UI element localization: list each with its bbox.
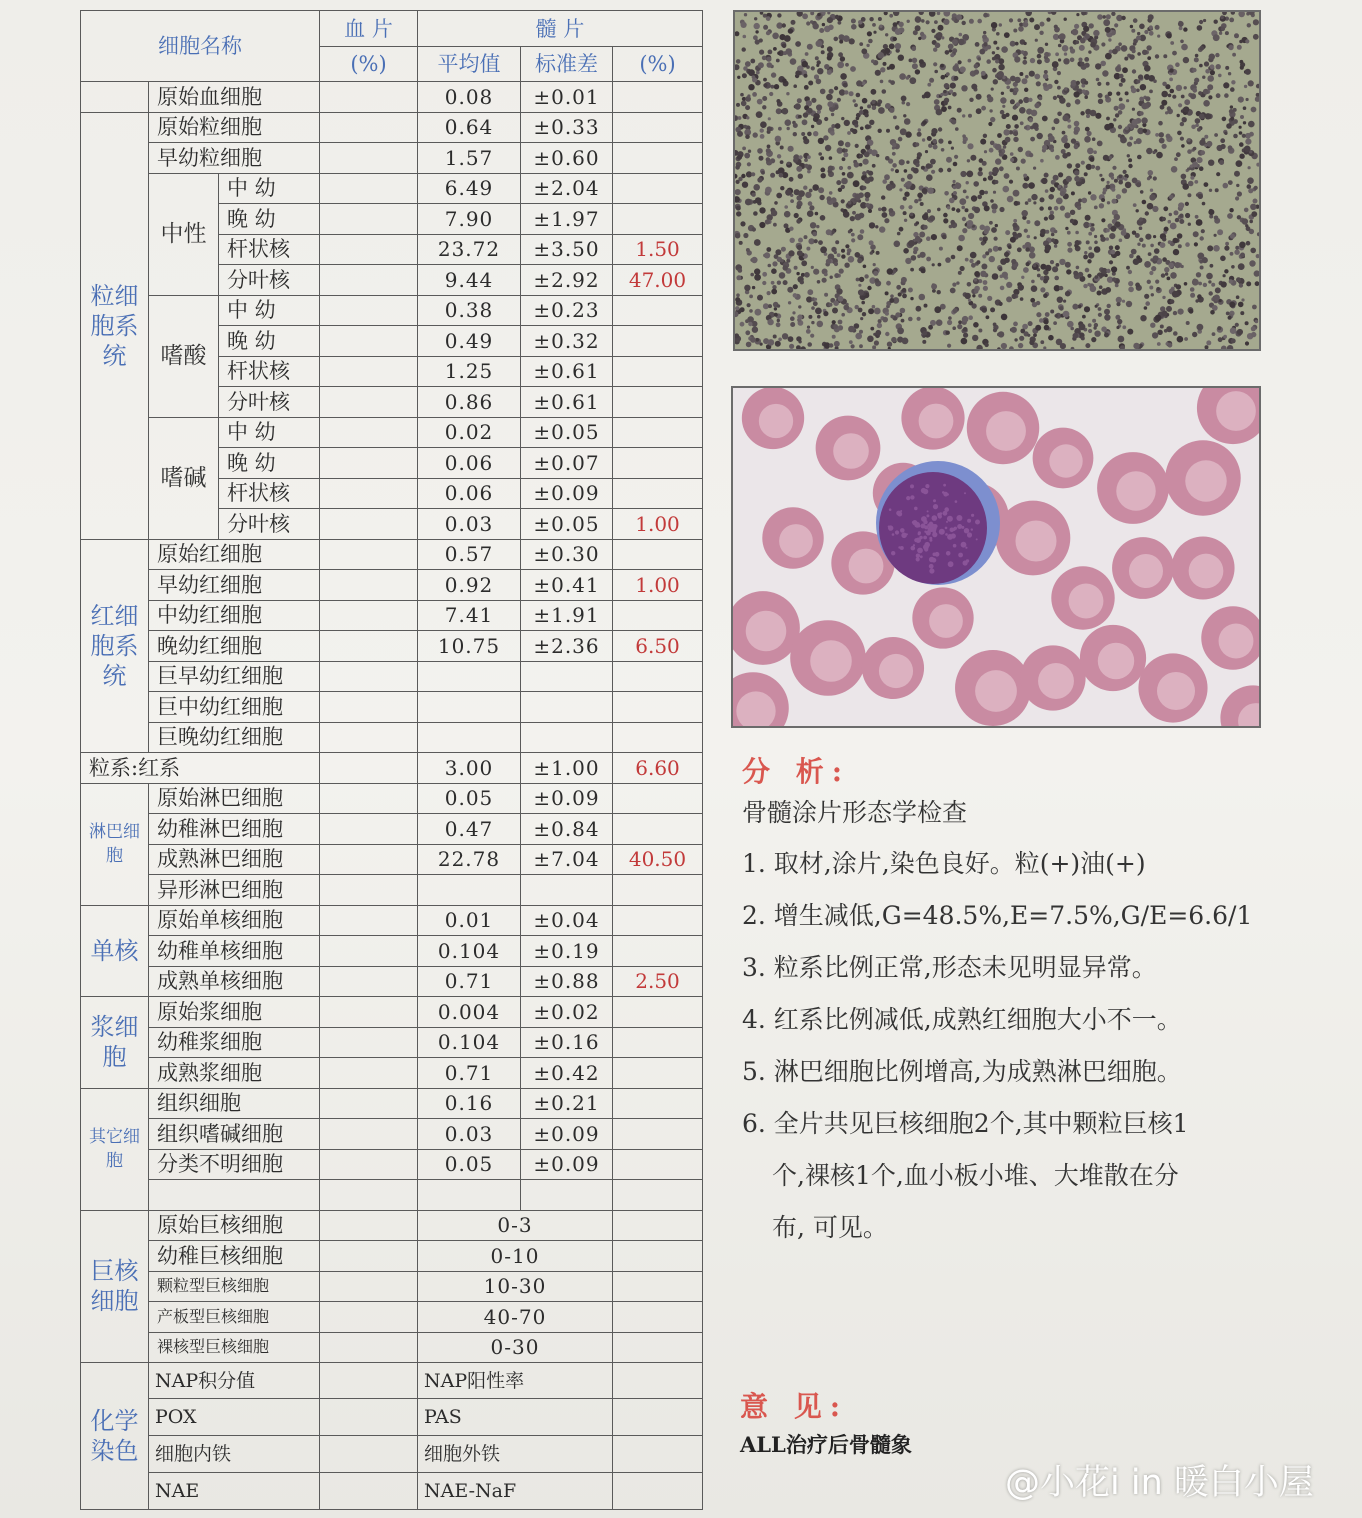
row-mean: 9.44: [418, 265, 521, 296]
row-name: 分叶核: [219, 387, 320, 418]
row-sd: ±1.97: [521, 204, 613, 235]
row-sd: ±0.01: [521, 82, 613, 113]
row-name: 原始单核细胞: [149, 905, 320, 936]
row-mean: 0.71: [418, 1058, 521, 1089]
row-marrow-pct: [613, 1210, 703, 1241]
row-mean: [418, 661, 521, 692]
row-marrow-pct: 6.60: [613, 753, 703, 784]
row-blood-pct: [320, 844, 418, 875]
analysis-subtitle: 骨髓涂片形态学检查: [742, 798, 968, 827]
row-mean: 0.08: [418, 82, 521, 113]
row-blood-pct: [320, 326, 418, 357]
row-name: 原始粒细胞: [149, 112, 320, 143]
chem-label: NAE-NaF: [418, 1473, 613, 1510]
row-mean: 0.57: [418, 539, 521, 570]
chem-value: [320, 1399, 418, 1436]
mega-row-range: 10-30: [418, 1271, 613, 1302]
analysis-item: 4. 红系比例减低,成熟红细胞大小不一。: [742, 1005, 1182, 1034]
row-sd: ±0.05: [521, 509, 613, 540]
chem-value: [613, 1399, 703, 1436]
chem-value: [320, 1363, 418, 1399]
row-mean: 6.49: [418, 173, 521, 204]
row-marrow-pct: 1.50: [613, 234, 703, 265]
chem-value: [320, 1473, 418, 1510]
row-blood-pct: [320, 1119, 418, 1150]
row-name: 晚 幼: [219, 326, 320, 357]
row-mean: [418, 722, 521, 753]
row-name: 杆状核: [219, 478, 320, 509]
row-blood-pct: [320, 1058, 418, 1089]
row-name: 分叶核: [219, 509, 320, 540]
subgroup-baso: 嗜碱: [149, 417, 219, 539]
section-other: 其它细胞: [81, 1088, 149, 1210]
row-marrow-pct: [613, 1088, 703, 1119]
row-name: 成熟淋巴细胞: [149, 844, 320, 875]
row-mean: 22.78: [418, 844, 521, 875]
row-blood-pct: [320, 600, 418, 631]
row-mean: 0.64: [418, 112, 521, 143]
chem-value: [320, 1436, 418, 1473]
row-mean: 0.71: [418, 966, 521, 997]
row-mean: 1.57: [418, 143, 521, 174]
row-blood-pct: [320, 356, 418, 387]
chem-label: NAP阳性率: [418, 1363, 613, 1399]
chem-label: 细胞内铁: [149, 1436, 320, 1473]
row-marrow-pct: [613, 722, 703, 753]
chem-label: 细胞外铁: [418, 1436, 613, 1473]
row-blood-pct: [320, 814, 418, 845]
row-name: 原始浆细胞: [149, 997, 320, 1028]
row-sd: [521, 875, 613, 906]
row-blood-pct: [320, 661, 418, 692]
row-blood-pct: [320, 295, 418, 326]
row-mean: 0.38: [418, 295, 521, 326]
row-name: 异形淋巴细胞: [149, 875, 320, 906]
row-blood-pct: [320, 1241, 418, 1272]
row-sd: ±0.09: [521, 1149, 613, 1180]
row-blood-pct: [320, 112, 418, 143]
row-mean: 0.86: [418, 387, 521, 418]
row-mean: 0.104: [418, 1027, 521, 1058]
mega-row-name: 裸核型巨核细胞: [149, 1332, 320, 1363]
row-blood-pct: [320, 1180, 418, 1211]
row-name: 杆状核: [219, 234, 320, 265]
row-name: 杆状核: [219, 356, 320, 387]
row-name: 成熟单核细胞: [149, 966, 320, 997]
row-blood-pct: [320, 966, 418, 997]
row-marrow-pct: 1.00: [613, 570, 703, 601]
row-sd: ±0.61: [521, 356, 613, 387]
analysis-item: 1. 取材,涂片,染色良好。粒(+)油(+): [742, 849, 1146, 878]
row-name: 中 幼: [219, 295, 320, 326]
row-blood-pct: [320, 753, 418, 784]
row-blood-pct: [320, 234, 418, 265]
row-blood-pct: [320, 1149, 418, 1180]
row-sd: ±0.09: [521, 1119, 613, 1150]
row-name: 晚 幼: [219, 204, 320, 235]
row-sd: ±0.84: [521, 814, 613, 845]
row-marrow-pct: [613, 82, 703, 113]
row-marrow-pct: 2.50: [613, 966, 703, 997]
row-sd: ±0.21: [521, 1088, 613, 1119]
row-name: 中 幼: [219, 417, 320, 448]
row-mean: 0.104: [418, 936, 521, 967]
row-sd: ±0.60: [521, 143, 613, 174]
row-mean: 7.90: [418, 204, 521, 235]
section-chem: 化学染色: [81, 1363, 149, 1510]
row-blood-pct: [320, 692, 418, 723]
analysis-item: 3. 粒系比例正常,形态未见明显异常。: [742, 953, 1157, 982]
row-marrow-pct: 40.50: [613, 844, 703, 875]
header-blood-smear: 血 片: [320, 11, 418, 47]
row-marrow-pct: [613, 1119, 703, 1150]
row-mean: 1.25: [418, 356, 521, 387]
row-mean: 0.47: [418, 814, 521, 845]
row-marrow-pct: [613, 936, 703, 967]
row-sd: ±1.00: [521, 753, 613, 784]
row-sd: ±3.50: [521, 234, 613, 265]
row-marrow-pct: [613, 173, 703, 204]
row-marrow-pct: [613, 478, 703, 509]
row-sd: ±0.02: [521, 997, 613, 1028]
row-name: 组织细胞: [149, 1088, 320, 1119]
mega-row-name: 原始巨核细胞: [149, 1210, 320, 1241]
row-blood-pct: [320, 570, 418, 601]
row-marrow-pct: [613, 997, 703, 1028]
row-mean: 0.01: [418, 905, 521, 936]
row-marrow-pct: [613, 1332, 703, 1363]
row-marrow-pct: [613, 448, 703, 479]
row-marrow-pct: [613, 204, 703, 235]
row-name: 早幼红细胞: [149, 570, 320, 601]
section-erythrocyte: 红细胞系统: [81, 539, 149, 753]
row-name: 分叶核: [219, 265, 320, 296]
row-mean: 10.75: [418, 631, 521, 662]
section-mono: 单核: [81, 905, 149, 997]
row-marrow-pct: [613, 1302, 703, 1333]
row-marrow-pct: [613, 326, 703, 357]
mega-row-range: 0-10: [418, 1241, 613, 1272]
analysis-item: 2. 增生减低,G=48.5%,E=7.5%,G/E=6.6/1: [742, 901, 1253, 930]
bone-marrow-table: [80, 10, 703, 1510]
chem-value: [613, 1363, 703, 1399]
row-mean: 0.03: [418, 1119, 521, 1150]
row-mean: 0.92: [418, 570, 521, 601]
row-sd: ±0.33: [521, 112, 613, 143]
row-marrow-pct: [613, 692, 703, 723]
analysis-item: 布, 可见。: [772, 1213, 888, 1242]
chem-label: PAS: [418, 1399, 613, 1436]
analysis-item: 5. 淋巴细胞比例增高,为成熟淋巴细胞。: [742, 1057, 1182, 1086]
row-marrow-pct: [613, 875, 703, 906]
subgroup-neutral: 中性: [149, 173, 219, 295]
row-sd: ±0.61: [521, 387, 613, 418]
row-name: 原始血细胞: [149, 82, 320, 113]
row-marrow-pct: [613, 1241, 703, 1272]
row-blood-pct: [320, 448, 418, 479]
row-blood-pct: [320, 722, 418, 753]
row-mean: 0.03: [418, 509, 521, 540]
row-name: 粒系:红系: [81, 753, 320, 784]
row-marrow-pct: [613, 600, 703, 631]
row-sd: [521, 692, 613, 723]
row-name: 分类不明细胞: [149, 1149, 320, 1180]
high-power-cell-photo: [731, 386, 1261, 728]
row-name: 幼稚单核细胞: [149, 936, 320, 967]
chem-value: [613, 1473, 703, 1510]
row-sd: ±2.04: [521, 173, 613, 204]
row-blood-pct: [320, 875, 418, 906]
row-blood-pct: [320, 936, 418, 967]
row-marrow-pct: [613, 143, 703, 174]
row-blood-pct: [320, 1271, 418, 1302]
row-name: 幼稚浆细胞: [149, 1027, 320, 1058]
mega-row-name: 产板型巨核细胞: [149, 1302, 320, 1333]
section-mega: 巨核细胞: [81, 1210, 149, 1363]
row-marrow-pct: [613, 1058, 703, 1089]
row-name: 中 幼: [219, 173, 320, 204]
section-lymph: 淋巴细胞: [81, 783, 149, 905]
chem-label: POX: [149, 1399, 320, 1436]
row-marrow-pct: [613, 356, 703, 387]
row-sd: ±2.92: [521, 265, 613, 296]
analysis-section: [742, 750, 1322, 1254]
opinion-section: [740, 1385, 912, 1459]
row-blood-pct: [320, 783, 418, 814]
row-name: 原始红细胞: [149, 539, 320, 570]
header-blood-pct: (%): [320, 47, 418, 82]
mega-row-range: 0-30: [418, 1332, 613, 1363]
row-sd: [521, 661, 613, 692]
row-marrow-pct: [613, 783, 703, 814]
row-name: 晚 幼: [219, 448, 320, 479]
row-blood-pct: [320, 905, 418, 936]
row-marrow-pct: 47.00: [613, 265, 703, 296]
row-sd: ±2.36: [521, 631, 613, 662]
row-blood-pct: [320, 997, 418, 1028]
row-mean: 0.05: [418, 1149, 521, 1180]
row-marrow-pct: [613, 1180, 703, 1211]
subgroup-eosin: 嗜酸: [149, 295, 219, 417]
row-sd: [521, 1180, 613, 1211]
row-mean: 3.00: [418, 753, 521, 784]
analysis-item: 个,裸核1个,血小板小堆、大堆散在分: [772, 1161, 1179, 1190]
row-name: 原始淋巴细胞: [149, 783, 320, 814]
row-name: 巨晚幼红细胞: [149, 722, 320, 753]
mega-row-name: 幼稚巨核细胞: [149, 1241, 320, 1272]
row-blood-pct: [320, 173, 418, 204]
blank-section: [81, 82, 149, 113]
row-mean: [418, 875, 521, 906]
row-name: 组织嗜碱细胞: [149, 1119, 320, 1150]
row-marrow-pct: [613, 295, 703, 326]
row-marrow-pct: 1.00: [613, 509, 703, 540]
header-marrow-pct: (%): [613, 47, 703, 82]
row-mean: 0.06: [418, 478, 521, 509]
header-marrow: 髓 片: [418, 11, 703, 47]
low-power-smear-photo: [733, 10, 1261, 351]
row-marrow-pct: [613, 417, 703, 448]
row-sd: ±0.09: [521, 478, 613, 509]
header-cell-name: 细胞名称: [81, 11, 320, 82]
row-mean: 23.72: [418, 234, 521, 265]
opinion-title: 意 见:: [740, 1390, 849, 1423]
row-sd: ±0.42: [521, 1058, 613, 1089]
row-marrow-pct: [613, 112, 703, 143]
section-plasma: 浆细胞: [81, 997, 149, 1089]
row-blood-pct: [320, 1027, 418, 1058]
row-blood-pct: [320, 1332, 418, 1363]
header-sd: 标准差: [521, 47, 613, 82]
row-name: 中幼红细胞: [149, 600, 320, 631]
row-mean: [418, 692, 521, 723]
row-blood-pct: [320, 143, 418, 174]
row-marrow-pct: [613, 387, 703, 418]
row-marrow-pct: [613, 1149, 703, 1180]
row-blood-pct: [320, 387, 418, 418]
watermark: @小花i in 暖白小屋: [1005, 1463, 1314, 1503]
row-marrow-pct: [613, 1271, 703, 1302]
row-name: 巨早幼红细胞: [149, 661, 320, 692]
mega-row-name: 颗粒型巨核细胞: [149, 1271, 320, 1302]
mega-row-range: 0-3: [418, 1210, 613, 1241]
row-sd: ±0.04: [521, 905, 613, 936]
chem-label: NAE: [149, 1473, 320, 1510]
section-granulocyte: 粒细胞系统: [81, 112, 149, 539]
row-blood-pct: [320, 631, 418, 662]
analysis-item: 6. 全片共见巨核细胞2个,其中颗粒巨核1: [742, 1109, 1189, 1138]
header-mean: 平均值: [418, 47, 521, 82]
row-mean: [418, 1180, 521, 1211]
mega-row-range: 40-70: [418, 1302, 613, 1333]
row-name: 幼稚淋巴细胞: [149, 814, 320, 845]
row-sd: ±1.91: [521, 600, 613, 631]
chem-value: [613, 1436, 703, 1473]
row-sd: ±0.09: [521, 783, 613, 814]
row-blood-pct: [320, 509, 418, 540]
row-sd: ±0.23: [521, 295, 613, 326]
row-sd: ±0.05: [521, 417, 613, 448]
row-name: 晚幼红细胞: [149, 631, 320, 662]
row-mean: 0.004: [418, 997, 521, 1028]
row-sd: ±0.19: [521, 936, 613, 967]
row-blood-pct: [320, 478, 418, 509]
row-mean: 0.16: [418, 1088, 521, 1119]
row-mean: 0.06: [418, 448, 521, 479]
row-blood-pct: [320, 417, 418, 448]
row-marrow-pct: 6.50: [613, 631, 703, 662]
row-marrow-pct: [613, 661, 703, 692]
row-sd: ±0.41: [521, 570, 613, 601]
row-blood-pct: [320, 1302, 418, 1333]
row-marrow-pct: [613, 1027, 703, 1058]
row-sd: [521, 722, 613, 753]
row-blood-pct: [320, 82, 418, 113]
row-mean: 7.41: [418, 600, 521, 631]
row-sd: ±0.30: [521, 539, 613, 570]
row-blood-pct: [320, 1088, 418, 1119]
row-blood-pct: [320, 265, 418, 296]
row-sd: ±0.07: [521, 448, 613, 479]
row-name: 早幼粒细胞: [149, 143, 320, 174]
analysis-title: 分 析:: [742, 755, 851, 788]
row-blood-pct: [320, 204, 418, 235]
row-mean: 0.02: [418, 417, 521, 448]
row-sd: ±7.04: [521, 844, 613, 875]
row-blood-pct: [320, 539, 418, 570]
row-name: 成熟浆细胞: [149, 1058, 320, 1089]
row-marrow-pct: [613, 539, 703, 570]
row-name: [149, 1180, 320, 1211]
row-mean: 0.49: [418, 326, 521, 357]
row-marrow-pct: [613, 814, 703, 845]
chem-label: NAP积分值: [149, 1363, 320, 1399]
row-sd: ±0.88: [521, 966, 613, 997]
opinion-text: ALL治疗后骨髓象: [740, 1432, 912, 1457]
row-mean: 0.05: [418, 783, 521, 814]
row-sd: ±0.16: [521, 1027, 613, 1058]
row-marrow-pct: [613, 905, 703, 936]
row-name: 巨中幼红细胞: [149, 692, 320, 723]
row-sd: ±0.32: [521, 326, 613, 357]
row-blood-pct: [320, 1210, 418, 1241]
